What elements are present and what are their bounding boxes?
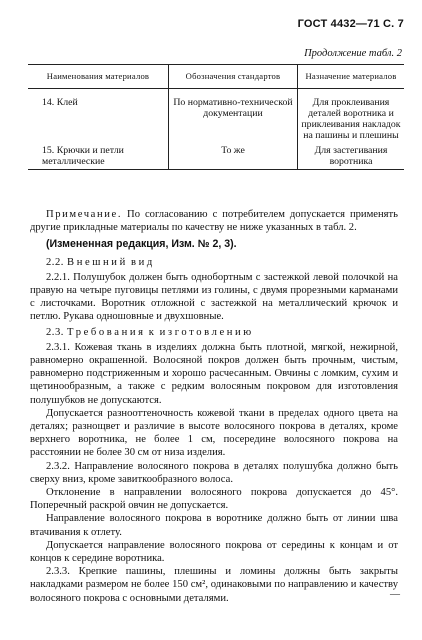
table-row bbox=[28, 143, 404, 170]
note-text: По согласованию с потребителем допускается применять другие прикладные материалы по качеству не ниже указанных в табл. 2. bbox=[30, 209, 398, 234]
section-title-word: Внешний bbox=[67, 256, 128, 268]
section-heading-2-2 bbox=[30, 256, 398, 269]
table-header-row bbox=[28, 65, 404, 89]
paragraph: Отклонение в направлении волосяного покрова допускается до 45°. Поперечный раскрой овчин не допускается. bbox=[30, 487, 398, 512]
section-number: 2.3. bbox=[46, 326, 64, 338]
cell-purpose: Для застегивания воротника bbox=[298, 143, 405, 170]
paragraph-2-3-3: 2.3.3. Крепкие пашины, плешины и ломины должны быть закрыты накладками размером не более 150 см², одинаковыми по направлению и качеству волосяного покрова с основными деталями. bbox=[30, 566, 398, 604]
section-heading-2-3 bbox=[30, 326, 398, 339]
cell-standard: То же bbox=[169, 143, 298, 170]
column-header-material: Наименования материалов bbox=[28, 65, 169, 89]
continuation-mark: — bbox=[390, 589, 400, 600]
cell-material: 14. Клей bbox=[42, 97, 78, 108]
section-title-word: Требования bbox=[67, 326, 146, 338]
materials-table bbox=[28, 64, 404, 170]
table-row bbox=[28, 89, 404, 144]
paragraph: Допускается направление волосяного покрова от середины к концам и от концов к середине воротника. bbox=[30, 539, 398, 565]
column-header-standard: Обозначения стандартов bbox=[169, 65, 298, 89]
cell-material: 15. Крючки и петли металлические bbox=[28, 143, 169, 170]
column-header-purpose: Назначение материалов bbox=[298, 65, 405, 89]
standard-reference: ГОСТ 4432—71 С. 7 bbox=[297, 18, 404, 30]
section-title-word: к bbox=[148, 326, 157, 338]
cell-standard: По нормативно-технической документации bbox=[169, 89, 298, 144]
document-body bbox=[30, 208, 398, 605]
paragraph-2-3-1: 2.3.1. Кожевая ткань в изделиях должна быть плотной, мягкой, нежирной, равномерно окрашенной. Волосяной покров должен быть прочным, чистым, равномерно подстриженным и хорошо расчесанным. Овчины с ломким, сухим и щетинообразным, а также с редким волосяным покровом для изготовления полушубков не допускаются. bbox=[30, 341, 398, 406]
section-number: 2.2. bbox=[46, 256, 64, 268]
paragraph: Допускается разнооттеночность кожевой ткани в пределах одного цвета на деталях; разнощвет и различие в высоте волосяного покрова в деталях, кроме верхнего воротника, не более 1 см, посередине волосяного покрова на расстоянии не более 30 см от низа изделия. bbox=[30, 407, 398, 459]
paragraph-2-2-1: 2.2.1. Полушубок должен быть однобортным с застежкой левой полочкой на правую на четыре пуговицы петлями из голины, с двумя прорезными карманами с листочками. Воротник отложной с застежкой на металлический крючок и петлю. Рукава одношовные и двухшовные. bbox=[30, 271, 398, 323]
table-continuation-label: Продолжение табл. 2 bbox=[304, 48, 402, 59]
note-label: Примечание. bbox=[46, 209, 123, 220]
paragraph-2-3-2: 2.3.2. Направление волосяного покрова в деталях полушубка должно быть сверху вниз, кроме завиткообразного волоса. bbox=[30, 460, 398, 485]
cell-purpose: Для проклеивания деталей воротника и приклеивания накладок на пашины и плешины bbox=[298, 89, 405, 144]
amendment-note: (Измененная редакция, Изм. № 2, 3). bbox=[46, 238, 237, 251]
paragraph: Направление волосяного покрова в воротнике должно быть от линии шва втачивания к отлету. bbox=[30, 513, 398, 538]
section-title-word: изготовлению bbox=[159, 326, 254, 338]
table-note bbox=[30, 208, 398, 234]
section-title-word: вид bbox=[131, 256, 155, 268]
